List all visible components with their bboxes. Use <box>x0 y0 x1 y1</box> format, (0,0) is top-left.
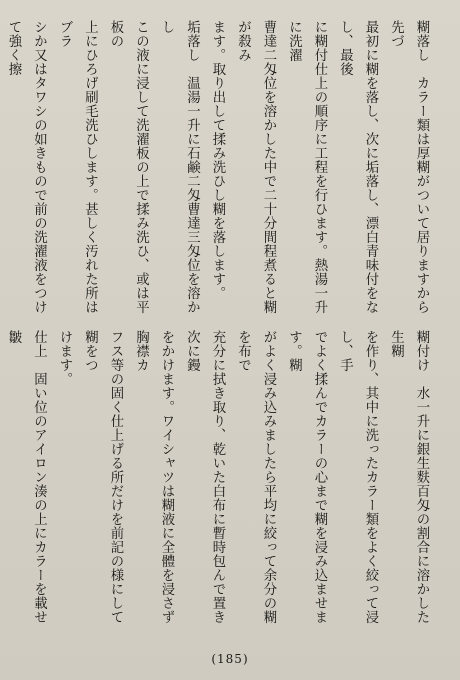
text-line: フス等の固く仕上げる所だけを前記の様にして糊をつ <box>82 330 123 624</box>
upper-text-block <box>6 20 434 314</box>
text-line: シか又はタワシの如きもので前の洗濯液をつけて強く擦 <box>6 20 47 314</box>
text-line: 上にひろげ刷毛洗ひします。甚しく汚れた所はブラ <box>57 20 98 314</box>
lower-text-block <box>6 330 434 630</box>
text-line: 垢落し 温湯一升に石鹸二匁曹達三匁位を溶かし <box>159 20 200 314</box>
text-line: をかけます。ワイシャツは糊液に全體を浸さず胸襟カ <box>133 330 174 624</box>
text-line: 最初に糊を落し、次に垢落し、漂白青味付をなし、最後 <box>337 20 378 314</box>
text-line: がよく浸み込みましたら平均に絞って余分の糊を布で <box>235 330 276 624</box>
text-line <box>0 20 1 314</box>
text-line: けます。 <box>57 330 72 386</box>
text-line: 充分に拭き取り、乾いた白布に暫時包んで置き次に鏝 <box>184 330 225 624</box>
text-line: を作り、其中に洗ったカラー類をよく絞って浸し、手 <box>337 330 378 624</box>
text-line: でよく揉んでカラーの心まで糊を浸み込ませます。糊 <box>286 330 327 624</box>
text-line: 糊付け 水一升に銀生麩百匁の割合に溶かした生糊 <box>388 330 429 624</box>
text-line: この液に浸して洗濯板の上で揉み洗ひ、或は平板の <box>108 20 149 314</box>
text-line: ます。取り出して揉み洗ひし糊を落します。 <box>210 20 225 300</box>
text-line: 糊落し カラー類は厚糊がついて居りますから先づ <box>388 20 429 314</box>
page-number: (185) <box>211 652 249 666</box>
text-line: 仕上 固い位のアイロン湊の上にカラーを載せ皺 <box>6 330 47 624</box>
text-line: 曹達二匁位を溶かした中で二十分間程煮ると糊が殺み <box>235 20 276 314</box>
text-line <box>0 330 1 630</box>
text-line: に糊付仕上の順序に工程を行ひます。熱湯一升に洗濯 <box>286 20 327 314</box>
